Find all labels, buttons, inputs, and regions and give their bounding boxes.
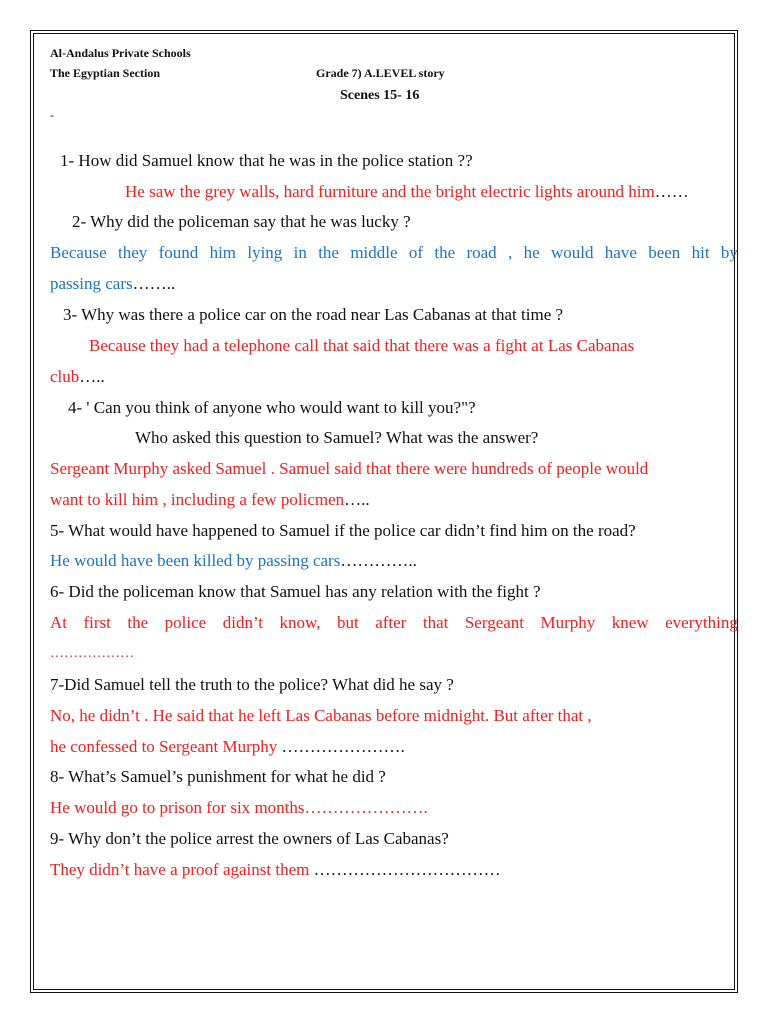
answer-9-dots: ……………………………: [309, 860, 501, 879]
answer-1-text: He saw the grey walls, hard furniture and the bright electric lights around him: [125, 182, 655, 201]
answer-6-word: first: [83, 613, 111, 632]
answer-5-dots: …………..: [340, 551, 417, 570]
answer-3-line-1: Because they had a telephone call that said that there was a fight at Las Cabanas: [89, 336, 635, 355]
question-7: 7-Did Samuel tell the truth to the police? What did he say ?: [50, 675, 454, 694]
answer-3-text: club: [50, 367, 80, 386]
answer-6-word: didn’t: [222, 613, 264, 632]
question-5: 5- What would have happened to Samuel if the police car didn’t find him on the road?: [50, 521, 636, 540]
section-name: The Egyptian Section: [50, 66, 161, 80]
answer-2-word: would: [550, 243, 594, 262]
answer-7-line-1: No, he didn’t . He said that he left Las Cabanas before midnight. But after that ,: [50, 706, 592, 725]
header-dash: -: [50, 108, 54, 122]
answer-2-word: the: [434, 243, 456, 262]
answer-5: [50, 551, 417, 571]
answer-2-word: middle: [350, 243, 398, 262]
answer-2-word: in: [293, 243, 307, 262]
answer-2-word: ,: [508, 243, 513, 262]
answer-6-word: that: [422, 613, 449, 632]
answer-6-word: At: [50, 613, 67, 632]
answer-2-word: of: [408, 243, 424, 262]
answer-2-line-2: [50, 274, 175, 294]
answer-2-word: they: [117, 243, 148, 262]
question-3: 3- Why was there a police car on the road near Las Cabanas at that time ?: [63, 305, 564, 324]
answer-6-word: Sergeant: [464, 613, 525, 632]
grade-label: Grade 7) A.LEVEL story: [316, 66, 445, 80]
answer-2-word: the: [318, 243, 339, 262]
question-2: 2- Why did the policeman say that he was lucky ?: [72, 212, 411, 231]
answer-1: [125, 182, 689, 202]
answer-9-text: They didn’t have a proof against them: [50, 860, 310, 879]
answer-2-word: by: [720, 243, 738, 262]
answer-6-line-1: [50, 613, 738, 633]
answer-8: He would go to prison for six months………………….: [50, 798, 428, 817]
answer-7-dots: ………………….: [277, 737, 405, 756]
answer-6-line-2: ………………: [50, 646, 134, 661]
answer-1-dots: ……: [654, 182, 689, 201]
question-9: 9- Why don’t the police arrest the owners of Las Cabanas?: [50, 829, 449, 848]
question-4-sub: Who asked this question to Samuel? What was the answer?: [135, 428, 539, 447]
answer-6-word: knew: [611, 613, 649, 632]
answer-4-line-2: [50, 490, 370, 510]
answer-2-line-1: [50, 243, 738, 263]
answer-6-word: everything: [665, 613, 738, 632]
answer-7-text: he confessed to Sergeant Murphy: [50, 737, 278, 756]
answer-4-text: want to kill him , including a few policmen: [50, 490, 345, 509]
answer-2-text: passing cars: [50, 274, 133, 293]
answer-6-word: after: [375, 613, 407, 632]
worksheet: [40, 0, 738, 1024]
answer-2-word: road: [466, 243, 497, 262]
answer-9: [50, 860, 501, 880]
answer-2-dots: ……..: [132, 274, 176, 293]
question-6: 6- Did the policeman know that Samuel has any relation with the fight ?: [50, 582, 541, 601]
answer-4-line-1: Sergeant Murphy asked Samuel . Samuel said that there were hundreds of people would: [50, 459, 649, 478]
question-4: 4- ' Can you think of anyone who would want to kill you?"?: [68, 398, 476, 417]
question-1: 1- How did Samuel know that he was in the police station ??: [60, 151, 473, 170]
answer-2-word: lying: [247, 243, 283, 262]
answer-2-word: hit: [691, 243, 710, 262]
school-name: Al-Andalus Private Schools: [50, 46, 191, 60]
answer-4-dots: …..: [344, 490, 370, 509]
answer-6-word: Murphy: [540, 613, 596, 632]
answer-6-word: but: [336, 613, 359, 632]
answer-2-word: found: [158, 243, 199, 262]
answer-6-word: know,: [279, 613, 321, 632]
answer-2-word: been: [648, 243, 681, 262]
answer-3-dots: …..: [79, 367, 105, 386]
question-8: 8- What’s Samuel’s punishment for what he did ?: [50, 767, 386, 786]
answer-3-line-2: [50, 367, 105, 387]
answer-2-word: he: [523, 243, 540, 262]
scenes-title: Scenes 15- 16: [340, 88, 420, 103]
answer-7-line-2: [50, 737, 405, 757]
answer-6-word: police: [164, 613, 207, 632]
answer-2-word: Because: [50, 243, 107, 262]
answer-2-word: have: [604, 243, 637, 262]
answer-5-text: He would have been killed by passing cars: [50, 551, 341, 570]
answer-6-word: the: [127, 613, 149, 632]
answer-2-word: him: [209, 243, 237, 262]
